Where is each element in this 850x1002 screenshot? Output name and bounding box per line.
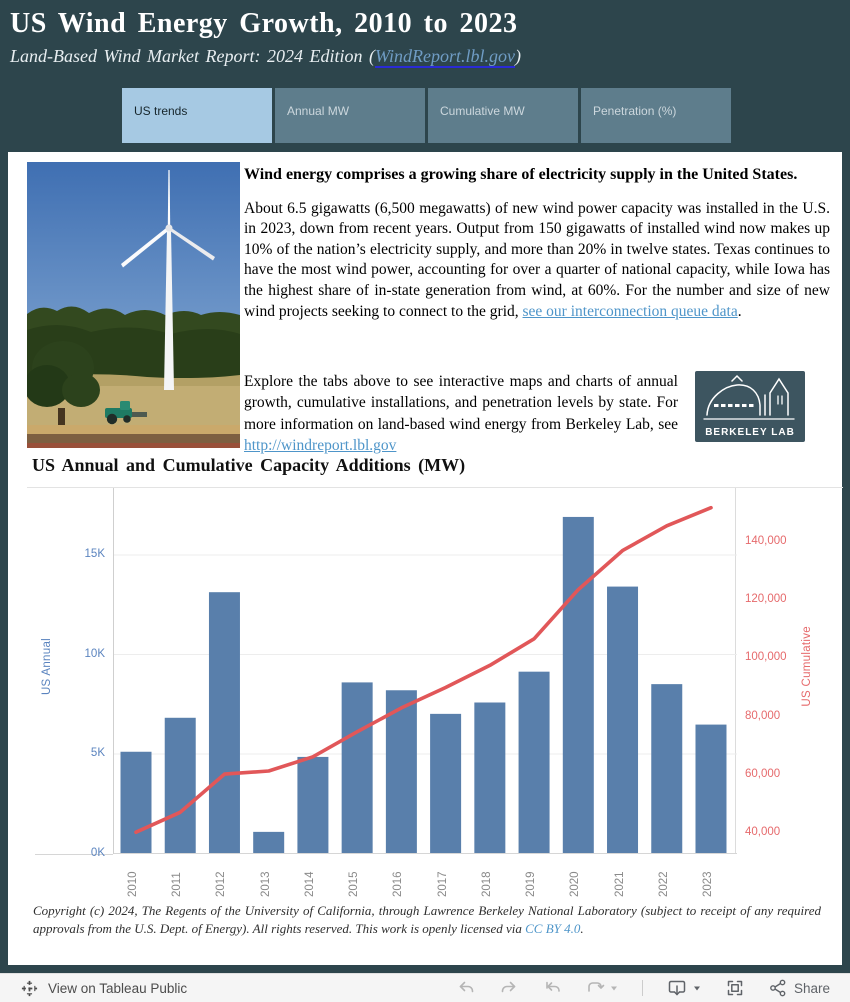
plot-frame bbox=[113, 488, 736, 854]
revert-icon bbox=[542, 978, 562, 998]
x-axis-year-label: 2020 bbox=[569, 871, 582, 897]
left-axis-tick: 5K bbox=[90, 747, 105, 759]
view-on-tableau[interactable] bbox=[20, 979, 187, 998]
left-axis-tick: 0K bbox=[90, 846, 105, 859]
bar-2021[interactable] bbox=[607, 587, 638, 854]
x-axis-year-label: 2022 bbox=[657, 871, 670, 897]
right-axis-tick: 140,000 bbox=[745, 535, 787, 547]
bar-2014[interactable] bbox=[297, 757, 328, 854]
chart-title: US Annual and Cumulative Capacity Additions (MW) bbox=[32, 455, 466, 475]
intro-text bbox=[244, 164, 830, 322]
subtitle-suffix: ) bbox=[514, 46, 521, 66]
refresh-button[interactable] bbox=[585, 978, 619, 998]
download-dropdown-caret-icon bbox=[692, 983, 702, 993]
bar-2018[interactable] bbox=[474, 702, 505, 854]
x-axis-year-label: 2015 bbox=[348, 871, 361, 897]
copyright-text bbox=[33, 902, 821, 938]
download-icon bbox=[666, 977, 688, 999]
share-button[interactable] bbox=[768, 978, 830, 998]
chart-area bbox=[27, 487, 843, 899]
left-axis-tick: 15K bbox=[84, 548, 105, 560]
x-axis-year-label: 2010 bbox=[127, 871, 139, 897]
copyright-body: Copyright (c) 2024, The Regents of the University of California, through Lawrence Berkeley National Laboratory (subject to receipt of any required approvals from the U.S. Dept. of Energy). All rights reserved. This work is openly licensed via bbox=[33, 903, 821, 937]
x-axis-year-label: 2021 bbox=[613, 871, 626, 897]
redo-button[interactable] bbox=[499, 978, 519, 998]
revert-button[interactable] bbox=[542, 978, 562, 998]
x-axis-year-label: 2013 bbox=[259, 871, 272, 897]
bar-2012[interactable] bbox=[209, 592, 240, 854]
tab-bar bbox=[122, 88, 731, 143]
left-axis-tick: 10K bbox=[84, 647, 105, 660]
tableau-toolbar bbox=[0, 973, 850, 1002]
bar-2022[interactable] bbox=[651, 684, 682, 854]
fullscreen-button[interactable] bbox=[725, 978, 745, 998]
windreport-link[interactable]: WindReport.lbl.gov bbox=[374, 46, 515, 66]
windreport-url-link[interactable]: http://windreport.lbl.gov bbox=[244, 437, 397, 455]
x-axis-year-label: 2014 bbox=[303, 871, 316, 897]
page-title: US Wind Energy Growth, 2010 to 2023 bbox=[10, 8, 518, 39]
cc-by-link[interactable]: CC BY 4.0 bbox=[525, 921, 581, 937]
share-label: Share bbox=[793, 980, 830, 996]
intro-paragraph-1 bbox=[244, 199, 830, 323]
wind-turbine-illustration bbox=[27, 162, 240, 448]
intro-paragraph-2 bbox=[244, 371, 678, 457]
right-axis-tick: 60,000 bbox=[745, 767, 781, 780]
dashboard-header bbox=[10, 8, 521, 67]
right-axis-tick: 80,000 bbox=[745, 709, 781, 722]
x-axis-year-label: 2023 bbox=[701, 871, 714, 897]
left-axis-label: US Annual bbox=[41, 638, 53, 696]
share-icon bbox=[768, 978, 788, 998]
x-axis-year-label: 2016 bbox=[392, 871, 405, 897]
berkeley-lab-logo-text: BERKELEY LAB bbox=[705, 427, 795, 438]
paragraph-1-period: . bbox=[737, 302, 742, 320]
subtitle-prefix: Land-Based Wind Market Report: 2024 Edition ( bbox=[10, 46, 375, 66]
paragraph-1-text: About 6.5 gigawatts (6,500 megawatts) of new wind power capacity was installed in the U.S. in 2023, down from recent years. Output from 150 gigawatts of installed wind now makes up 10% of the nation’s electricity supply, and more than 20% in twelve states. Texas continues to have the most wind power, accounting for over a quarter of national capacity, while Iowa has the highest share of in-state generation from wind, at 60%. For the number and size of new wind projects seeking to connect to the grid, bbox=[244, 199, 830, 320]
bar-2015[interactable] bbox=[342, 682, 373, 854]
x-axis-year-label: 2017 bbox=[436, 871, 449, 897]
undo-button[interactable] bbox=[456, 978, 476, 998]
x-axis-year-label: 2011 bbox=[171, 872, 184, 897]
x-axis-year-label: 2019 bbox=[525, 871, 538, 897]
bar-2020[interactable] bbox=[563, 517, 594, 854]
page-subtitle bbox=[10, 46, 521, 67]
undo-icon bbox=[456, 978, 476, 998]
bar-2017[interactable] bbox=[430, 714, 461, 854]
right-axis-tick: 120,000 bbox=[745, 593, 787, 606]
tab-penetration[interactable]: Penetration (%) bbox=[581, 88, 731, 143]
redo-icon bbox=[499, 978, 519, 998]
toolbar-divider bbox=[642, 980, 643, 996]
fullscreen-icon bbox=[725, 978, 745, 998]
content-card bbox=[8, 152, 842, 965]
bar-2019[interactable] bbox=[519, 672, 550, 854]
refresh-icon bbox=[585, 978, 605, 998]
download-button[interactable] bbox=[666, 977, 702, 999]
bar-2013[interactable] bbox=[253, 832, 284, 854]
tableau-logo-icon bbox=[20, 979, 39, 998]
x-axis-year-label: 2018 bbox=[480, 871, 493, 897]
view-on-tableau-label: View on Tableau Public bbox=[48, 980, 188, 996]
bar-2023[interactable] bbox=[695, 725, 726, 854]
right-axis-tick: 40,000 bbox=[745, 826, 781, 838]
paragraph-2-text: Explore the tabs above to see interactive maps and charts of annual growth, cumulative installations, and penetration levels by state. For more information on land-based wind energy from Berkeley Lab, see bbox=[244, 373, 678, 433]
copyright-period: . bbox=[580, 921, 584, 937]
combo-chart-plot[interactable] bbox=[114, 488, 737, 854]
interconnection-queue-link[interactable]: see our interconnection queue data bbox=[522, 302, 738, 320]
bar-2011[interactable] bbox=[165, 718, 196, 854]
tab-us-trends[interactable]: US trends bbox=[122, 88, 272, 143]
wind-turbine-photo bbox=[27, 162, 240, 448]
intro-heading: Wind energy comprises a growing share of electricity supply in the United States. bbox=[244, 166, 798, 183]
tab-cumulative-mw[interactable]: Cumulative MW bbox=[428, 88, 578, 143]
right-axis-label: US Cumulative bbox=[801, 626, 813, 707]
tab-annual-mw[interactable]: Annual MW bbox=[275, 88, 425, 143]
berkeley-lab-logo bbox=[695, 371, 805, 442]
bar-2010[interactable] bbox=[121, 752, 152, 854]
x-axis-year-label: 2012 bbox=[215, 871, 228, 897]
right-axis-tick: 100,000 bbox=[745, 651, 787, 664]
refresh-dropdown-caret-icon bbox=[609, 983, 619, 993]
